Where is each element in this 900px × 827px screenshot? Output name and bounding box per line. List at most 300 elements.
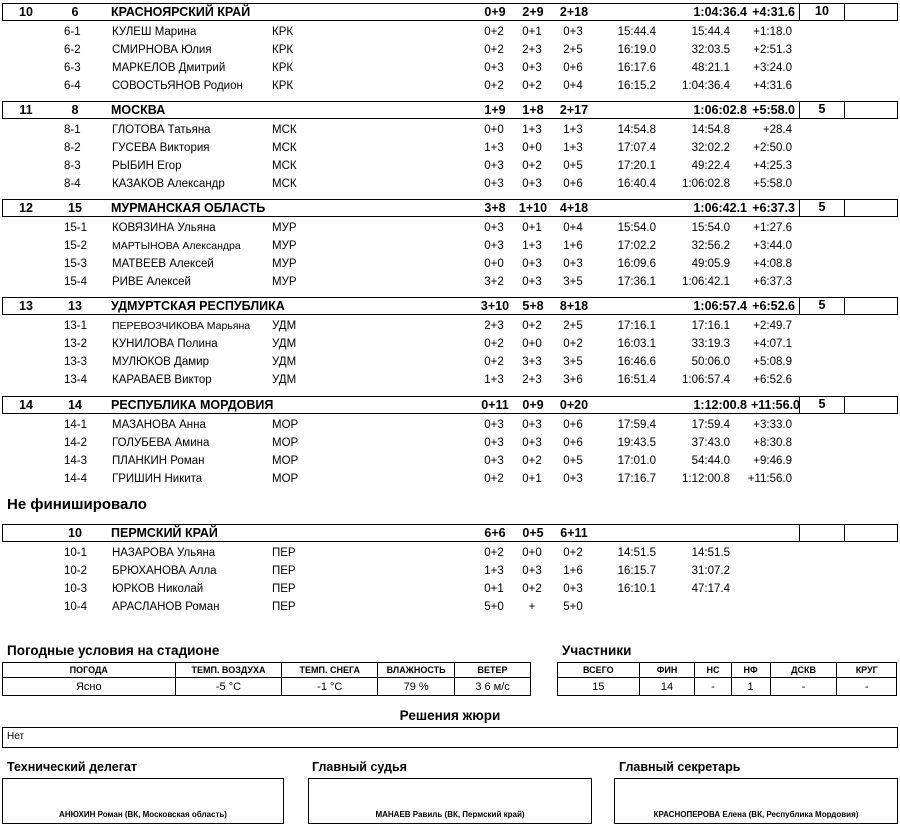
athlete-behind: +4:31.6 [753, 80, 792, 92]
athlete-shooting-2: 0+2 [522, 455, 542, 467]
team-time: 1:06:57.4 [693, 299, 747, 313]
athlete-shooting-1: 0+2 [484, 356, 504, 368]
athlete-shooting-1: 0+3 [484, 437, 504, 449]
team-shooting-1: 1+9 [484, 103, 506, 117]
athlete-name: КУЛЕШ Марина [112, 26, 197, 38]
athlete-shooting-total: 1+3 [563, 142, 583, 154]
athlete-leg-time: 16:09.6 [617, 258, 656, 270]
athlete-bib: 13-2 [64, 338, 88, 350]
athlete-bib: 6-2 [64, 44, 81, 56]
athlete-shooting-2: 0+2 [522, 320, 542, 332]
athlete-region: УДМ [272, 320, 297, 332]
weather-value-cell: -5 °C [175, 678, 282, 696]
athlete-shooting-total: 0+5 [563, 455, 583, 467]
athlete-cumulative-time: 32:56.2 [691, 240, 730, 252]
athlete-row [2, 371, 898, 389]
weather-title: Погодные условия на стадионе [7, 643, 220, 658]
athlete-shooting-2: 0+0 [522, 338, 542, 350]
athlete-leg-time: 17:01.0 [617, 455, 656, 467]
team-shooting-2: 1+10 [518, 201, 548, 215]
athlete-behind: +5:08.9 [753, 356, 792, 368]
athlete-leg-time: 17:59.4 [617, 419, 656, 431]
athlete-shooting-1: 0+3 [484, 62, 504, 74]
athlete-behind: +2:51.3 [753, 44, 792, 56]
athlete-name: МАЗАНОВА Анна [112, 419, 206, 431]
athlete-bib: 15-4 [64, 276, 88, 288]
athlete-name: СОВОСТЬЯНОВ Родион [112, 80, 243, 92]
team-shooting-total: 6+11 [560, 526, 588, 540]
athlete-cumulative-time: 31:07.2 [691, 565, 730, 577]
team-shooting-2: 2+9 [522, 5, 544, 19]
team-bib: 10 [68, 526, 82, 540]
participants-value-cell: 1 [731, 678, 770, 696]
athlete-shooting-1: 0+1 [484, 583, 504, 595]
athlete-bib: 6-3 [64, 62, 81, 74]
participants-title: Участники [562, 643, 632, 658]
athlete-row [2, 562, 898, 580]
team-shooting-1: 3+8 [484, 201, 506, 215]
athlete-shooting-total: 0+4 [563, 222, 583, 234]
athlete-shooting-1: 0+3 [484, 160, 504, 172]
team-name: МОСКВА [111, 103, 166, 117]
athlete-behind: +4:25.3 [753, 160, 792, 172]
athlete-leg-time: 16:03.1 [617, 338, 656, 350]
athlete-cumulative-time: 1:06:02.8 [682, 178, 730, 190]
team-time: 1:06:02.8 [693, 103, 747, 117]
athlete-bib: 8-1 [64, 124, 81, 136]
team-name: КРАСНОЯРСКИЙ КРАЙ [111, 5, 251, 19]
athlete-shooting-2: 0+3 [522, 276, 542, 288]
dnf-title: Не финишировало [7, 496, 147, 513]
athlete-name: НАЗАРОВА Ульяна [112, 547, 216, 559]
athlete-shooting-total: 3+5 [563, 276, 583, 288]
athlete-cumulative-time: 37:43.0 [691, 437, 730, 449]
athlete-leg-time: 16:17.6 [617, 62, 656, 74]
team-place: 10 [19, 5, 33, 19]
athlete-shooting-2: 0+0 [522, 547, 542, 559]
athlete-cumulative-time: 1:12:00.8 [682, 473, 730, 485]
participants-value-cell: - [837, 678, 897, 696]
athlete-bib: 14-4 [64, 473, 88, 485]
athlete-bib: 8-4 [64, 178, 81, 190]
athlete-name: ПЛАНКИН Роман [112, 455, 205, 467]
team-shooting-1: 0+9 [484, 5, 506, 19]
athlete-region: ПЕР [272, 547, 296, 559]
official-role-chief-secretary: Главный секретарь [619, 760, 741, 774]
athlete-region: МУР [272, 276, 297, 288]
athlete-shooting-total: 0+6 [563, 62, 583, 74]
team-shooting-2: 0+9 [522, 398, 544, 412]
signature-box-tech-delegate [2, 778, 284, 824]
athlete-name: ГУСЕВА Виктория [112, 142, 210, 154]
athlete-behind: +6:52.6 [753, 374, 792, 386]
athlete-shooting-2: 2+3 [522, 374, 542, 386]
athlete-cumulative-time: 14:51.5 [691, 547, 730, 559]
athlete-shooting-total: 0+4 [563, 80, 583, 92]
athlete-behind: +2:50.0 [753, 142, 792, 154]
team-row [2, 396, 898, 414]
team-end-cell [845, 525, 895, 541]
team-points: 5 [799, 199, 845, 217]
athlete-shooting-1: 0+3 [484, 240, 504, 252]
athlete-shooting-total: 0+3 [563, 583, 583, 595]
official-role-chief-judge: Главный судья [312, 760, 407, 774]
athlete-row [2, 59, 898, 77]
signature-box-chief-judge [308, 778, 592, 824]
athlete-row [2, 121, 898, 139]
athlete-name: РИВЕ Алексей [112, 276, 191, 288]
athlete-shooting-1: 0+2 [484, 547, 504, 559]
athlete-shooting-2: 0+3 [522, 437, 542, 449]
team-behind: +5:58.0 [752, 103, 795, 117]
athlete-behind: +1:18.0 [753, 26, 792, 38]
team-place: 11 [19, 103, 33, 117]
athlete-bib: 6-1 [64, 26, 81, 38]
athlete-region: ПЕР [272, 601, 296, 613]
athlete-shooting-total: 5+0 [563, 601, 583, 613]
team-time: 1:12:00.8 [693, 398, 747, 412]
athlete-name: АРАСЛАНОВ Роман [112, 601, 220, 613]
athlete-region: КРК [272, 62, 294, 74]
athlete-shooting-total: 0+3 [563, 26, 583, 38]
team-behind: +6:37.3 [752, 201, 795, 215]
athlete-name: КОВЯЗИНА Ульяна [112, 222, 216, 234]
participants-value-cell: - [695, 678, 731, 696]
athlete-shooting-total: 3+6 [563, 374, 583, 386]
athlete-leg-time: 17:07.4 [617, 142, 656, 154]
athlete-name: КАРАВАЕВ Виктор [112, 374, 212, 386]
team-shooting-1: 3+10 [480, 299, 510, 313]
athlete-behind: +9:46.9 [753, 455, 792, 467]
athlete-shooting-total: 3+5 [563, 356, 583, 368]
athlete-shooting-1: 0+0 [484, 124, 504, 136]
athlete-shooting-1: 2+3 [484, 320, 504, 332]
athlete-shooting-1: 1+3 [484, 142, 504, 154]
athlete-shooting-total: 1+6 [563, 565, 583, 577]
athlete-shooting-1: 3+2 [484, 276, 504, 288]
team-bib: 14 [68, 398, 82, 412]
athlete-shooting-1: 1+3 [484, 374, 504, 386]
athlete-behind: +3:44.0 [753, 240, 792, 252]
team-points [799, 524, 845, 542]
athlete-behind: +4:07.1 [753, 338, 792, 350]
athlete-region: МОР [272, 473, 299, 485]
athlete-shooting-2: 0+3 [522, 62, 542, 74]
team-shooting-total: 2+18 [559, 5, 589, 19]
participants-header-cell: НС [695, 663, 731, 678]
athlete-leg-time: 16:15.7 [617, 565, 656, 577]
athlete-shooting-2: 0+2 [522, 160, 542, 172]
athlete-row [2, 317, 898, 335]
athlete-shooting-total: 0+5 [563, 160, 583, 172]
athlete-shooting-1: 0+3 [484, 419, 504, 431]
athlete-shooting-1: 5+0 [484, 601, 504, 613]
athlete-cumulative-time: 33:19.3 [691, 338, 730, 350]
athlete-region: МСК [272, 124, 297, 136]
athlete-behind: +2:49.7 [753, 320, 792, 332]
athlete-row [2, 237, 898, 255]
athlete-region: КРК [272, 80, 294, 92]
athlete-bib: 8-2 [64, 142, 81, 154]
athlete-bib: 10-3 [64, 583, 88, 595]
athlete-leg-time: 16:51.4 [617, 374, 656, 386]
athlete-behind: +28.4 [762, 124, 792, 136]
team-end-cell [845, 102, 895, 118]
athlete-region: МОР [272, 437, 299, 449]
athlete-region: УДМ [272, 356, 297, 368]
athlete-shooting-1: 1+3 [484, 565, 504, 577]
athlete-region: МОР [272, 455, 299, 467]
athlete-bib: 10-1 [64, 547, 88, 559]
weather-value-cell: Ясно [3, 678, 176, 696]
athlete-shooting-1: 0+2 [484, 44, 504, 56]
jury-box [2, 727, 898, 748]
athlete-behind: +4:08.8 [753, 258, 792, 270]
team-name: ПЕРМСКИЙ КРАЙ [111, 526, 218, 540]
athlete-behind: +3:33.0 [753, 419, 792, 431]
weather-header-row [3, 663, 531, 678]
team-row [2, 3, 898, 21]
athlete-shooting-total: 1+3 [563, 124, 583, 136]
athlete-row [2, 544, 898, 562]
weather-value-cell: 3 6 м/с [455, 678, 531, 696]
athlete-leg-time: 17:36.1 [617, 276, 656, 288]
athlete-behind: +3:24.0 [753, 62, 792, 74]
official-name-chief-secretary: КРАСНОПЕРОВА Елена (ВК, Республика Мордовия) [653, 810, 859, 819]
team-name: УДМУРТСКАЯ РЕСПУБЛИКА [111, 299, 285, 313]
team-time: 1:06:42.1 [693, 201, 747, 215]
team-time: 1:04:36.4 [693, 5, 747, 19]
athlete-cumulative-time: 1:04:36.4 [682, 80, 730, 92]
team-points: 5 [799, 396, 845, 414]
weather-header-cell: ПОГОДА [3, 663, 176, 678]
athlete-row [2, 139, 898, 157]
athlete-region: МСК [272, 178, 297, 190]
athlete-shooting-total: 1+6 [563, 240, 583, 252]
athlete-leg-time: 17:20.1 [617, 160, 656, 172]
team-row [2, 297, 898, 315]
athlete-region: КРК [272, 26, 294, 38]
athlete-row [2, 77, 898, 95]
athlete-bib: 15-1 [64, 222, 88, 234]
athlete-row [2, 434, 898, 452]
athlete-shooting-2: 0+3 [522, 178, 542, 190]
athlete-name: ГРИШИН Никита [112, 473, 203, 485]
team-place: 12 [19, 201, 33, 215]
athlete-name: КУНИЛОВА Полина [112, 338, 218, 350]
athlete-shooting-2: 0+2 [522, 80, 542, 92]
team-shooting-2: 1+8 [522, 103, 544, 117]
athlete-region: МСК [272, 160, 297, 172]
weather-header-cell: ТЕМП. СНЕГА [282, 663, 378, 678]
athlete-leg-time: 16:10.1 [617, 583, 656, 595]
athlete-bib: 6-4 [64, 80, 81, 92]
team-shooting-total: 8+18 [559, 299, 589, 313]
athlete-shooting-2: 0+1 [522, 26, 542, 38]
athlete-cumulative-time: 32:03.5 [691, 44, 730, 56]
athlete-behind: +5:58.0 [753, 178, 792, 190]
athlete-row [2, 219, 898, 237]
team-bib: 8 [71, 103, 79, 117]
athlete-region: МСК [272, 142, 297, 154]
athlete-shooting-2: 0+3 [522, 565, 542, 577]
athlete-shooting-1: 0+2 [484, 26, 504, 38]
team-row [2, 524, 898, 542]
team-place [3, 525, 49, 541]
team-behind [751, 525, 795, 541]
weather-table [2, 662, 531, 696]
athlete-cumulative-time: 48:21.1 [691, 62, 730, 74]
athlete-name: ЮРКОВ Николай [112, 583, 204, 595]
team-bib: 6 [71, 5, 79, 19]
participants-value-cell: 15 [558, 678, 640, 696]
athlete-cumulative-time: 47:17.4 [691, 583, 730, 595]
official-name-chief-judge: МАНАЕВ Равиль (ВК, Пермский край) [375, 810, 525, 819]
team-end-cell [845, 298, 895, 314]
participants-header-cell: ДСКВ [770, 663, 837, 678]
team-time [643, 525, 747, 541]
athlete-leg-time: 17:02.2 [617, 240, 656, 252]
athlete-shooting-2: 0+3 [522, 419, 542, 431]
athlete-shooting-total: 0+6 [563, 178, 583, 190]
athlete-row [2, 175, 898, 193]
athlete-shooting-total: 0+6 [563, 419, 583, 431]
team-name: МУРМАНСКАЯ ОБЛАСТЬ [111, 201, 266, 215]
team-end-cell [845, 4, 895, 20]
team-behind: +6:52.6 [752, 299, 795, 313]
athlete-row [2, 580, 898, 598]
athlete-leg-time: 15:54.0 [617, 222, 656, 234]
athlete-row [2, 598, 898, 616]
athlete-region: МОР [272, 419, 299, 431]
athlete-shooting-2: 0+2 [522, 583, 542, 595]
team-row [2, 199, 898, 217]
athlete-bib: 8-3 [64, 160, 81, 172]
team-shooting-2: 5+8 [522, 299, 544, 313]
athlete-bib: 15-2 [64, 240, 88, 252]
athlete-shooting-2: 2+3 [522, 44, 542, 56]
athlete-shooting-2: + [528, 601, 536, 613]
team-bib: 15 [68, 201, 82, 215]
athlete-bib: 14-3 [64, 455, 88, 467]
athlete-behind: +11:56.0 [747, 473, 792, 485]
team-shooting-2: 0+5 [522, 526, 544, 540]
athlete-bib: 14-1 [64, 419, 88, 431]
athlete-row [2, 470, 898, 488]
athlete-cumulative-time: 15:54.0 [691, 222, 730, 234]
athlete-shooting-1: 0+2 [484, 338, 504, 350]
team-place: 13 [19, 299, 33, 313]
athlete-leg-time: 16:19.0 [617, 44, 656, 56]
athlete-behind: +1:27.6 [753, 222, 792, 234]
team-behind: +4:31.6 [752, 5, 795, 19]
athlete-shooting-2: 0+1 [522, 473, 542, 485]
athlete-leg-time: 15:44.4 [617, 26, 656, 38]
team-shooting-total: 2+17 [559, 103, 589, 117]
athlete-cumulative-time: 49:22.4 [691, 160, 730, 172]
athlete-leg-time: 17:16.7 [617, 473, 656, 485]
athlete-name: МАРТЫНОВА Александра [112, 240, 241, 252]
athlete-behind: +8:30.8 [753, 437, 792, 449]
athlete-shooting-2: 0+0 [522, 142, 542, 154]
athlete-shooting-total: 0+3 [563, 473, 583, 485]
athlete-region: УДМ [272, 338, 297, 350]
team-shooting-1: 0+11 [481, 398, 509, 412]
athlete-bib: 10-4 [64, 601, 88, 613]
athlete-row [2, 255, 898, 273]
jury-text: Нет [7, 731, 25, 742]
athlete-shooting-1: 0+0 [484, 258, 504, 270]
athlete-leg-time: 16:40.4 [617, 178, 656, 190]
team-shooting-total: 0+20 [559, 398, 589, 412]
athlete-bib: 15-3 [64, 258, 88, 270]
athlete-cumulative-time: 49:05.9 [691, 258, 730, 270]
athlete-region: КРК [272, 44, 294, 56]
athlete-bib: 14-2 [64, 437, 88, 449]
athlete-bib: 13-1 [64, 320, 88, 332]
athlete-shooting-total: 0+6 [563, 437, 583, 449]
athlete-leg-time: 19:43.5 [617, 437, 656, 449]
athlete-shooting-2: 0+3 [522, 258, 542, 270]
athlete-row [2, 452, 898, 470]
athlete-leg-time: 17:16.1 [617, 320, 656, 332]
athlete-bib: 10-2 [64, 565, 88, 577]
athlete-shooting-1: 0+3 [484, 455, 504, 467]
team-row [2, 101, 898, 119]
weather-header-cell: ВЕТЕР [455, 663, 531, 678]
athlete-row [2, 23, 898, 41]
athlete-leg-time: 14:54.8 [617, 124, 656, 136]
athlete-region: УДМ [272, 374, 297, 386]
official-role-tech-delegate: Технический делегат [7, 760, 137, 774]
athlete-region: МУР [272, 258, 297, 270]
athlete-shooting-2: 3+3 [522, 356, 542, 368]
team-end-cell [845, 200, 895, 216]
team-points: 5 [799, 297, 845, 315]
team-place: 14 [19, 398, 33, 412]
athlete-region: ПЕР [272, 565, 296, 577]
athlete-cumulative-time: 17:16.1 [691, 320, 730, 332]
jury-title: Решения жюри [399, 708, 501, 723]
athlete-row [2, 157, 898, 175]
athlete-shooting-1: 0+3 [484, 222, 504, 234]
athlete-name: КАЗАКОВ Александр [112, 178, 225, 190]
athlete-leg-time: 16:46.6 [617, 356, 656, 368]
athlete-leg-time: 16:15.2 [617, 80, 656, 92]
athlete-shooting-2: 0+1 [522, 222, 542, 234]
team-bib: 13 [68, 299, 82, 313]
participants-table [557, 662, 897, 696]
team-shooting-1: 6+6 [484, 526, 506, 540]
participants-header-cell: ВСЕГО [558, 663, 640, 678]
team-shooting-total: 4+18 [559, 201, 589, 215]
athlete-row [2, 353, 898, 371]
athlete-shooting-total: 0+3 [563, 258, 583, 270]
athlete-region: МУР [272, 240, 297, 252]
athlete-shooting-total: 2+5 [563, 320, 583, 332]
athlete-name: РЫБИН Егор [112, 160, 182, 172]
team-points: 5 [799, 101, 845, 119]
athlete-cumulative-time: 54:44.0 [691, 455, 730, 467]
team-points: 10 [799, 3, 845, 21]
participants-header-cell: КРУГ [837, 663, 897, 678]
athlete-name: БРЮХАНОВА Алла [112, 565, 217, 577]
participants-value-cell: 14 [639, 678, 695, 696]
athlete-name: ГОЛУБЕВА Амина [112, 437, 210, 449]
weather-value-row [3, 678, 531, 696]
athlete-cumulative-time: 32:02.2 [691, 142, 730, 154]
athlete-shooting-1: 0+2 [484, 80, 504, 92]
